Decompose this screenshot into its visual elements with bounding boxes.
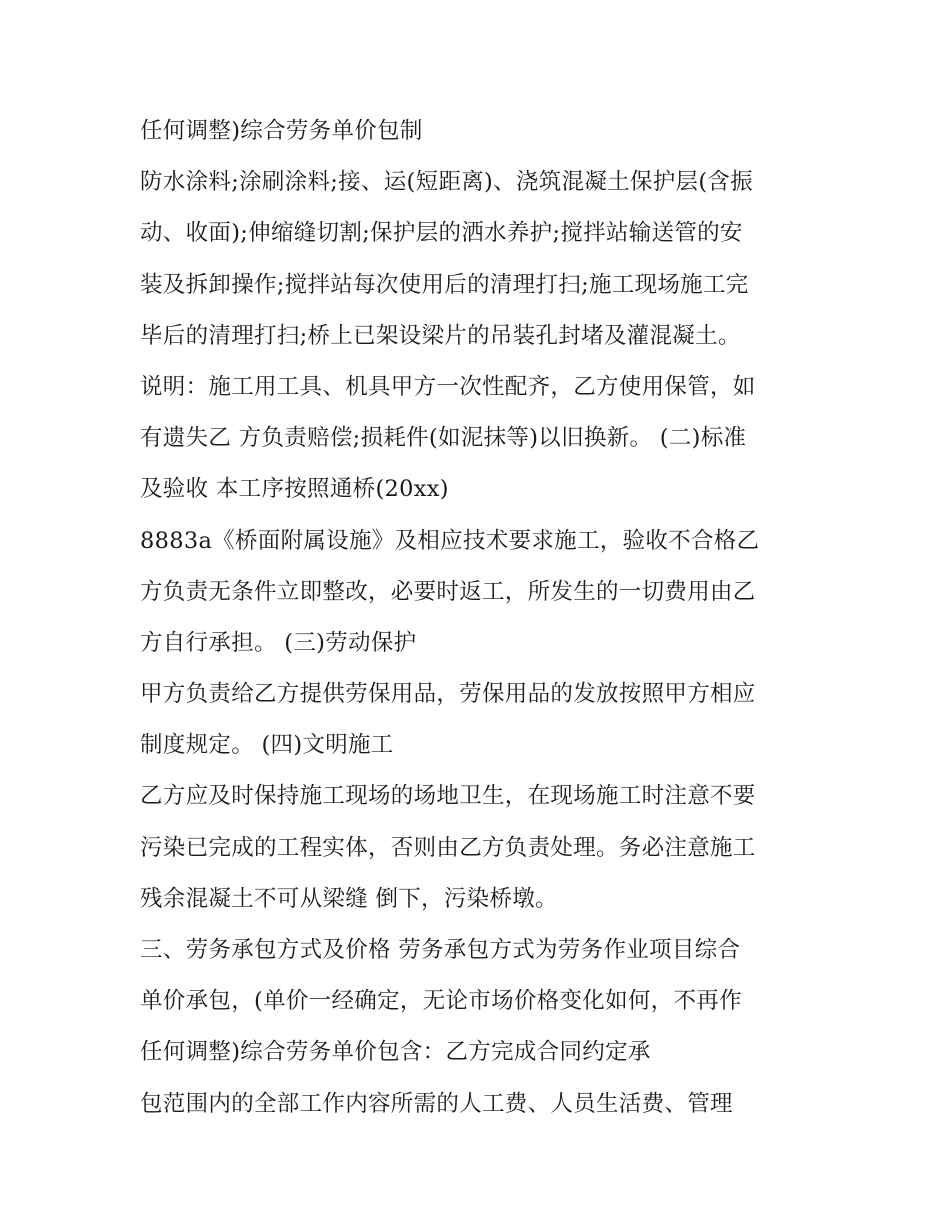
text-line: 有遗失乙 方负责赔偿;损耗件(如泥抹等)以旧换新。 (二)标准	[140, 425, 747, 452]
text-line: 方自行承担。 (三)劳动保护	[140, 629, 417, 656]
text-line: 单价承包，(单价一经确定，无论市场价格变化如何，不再作	[140, 988, 742, 1015]
text-line: 乙方应及时保持施工现场的场地卫生，在现场施工时注意不要	[140, 783, 756, 810]
text-line: 污染已完成的工程实体，否则由乙方负责处理。务必注意施工	[140, 834, 756, 861]
text-line: 方负责无条件立即整改，必要时返工，所发生的一切费用由乙	[140, 578, 756, 605]
text-line: 及验收 本工序按照通桥(20xx)	[140, 476, 449, 503]
text-line: 任何调整)综合劳务单价包含：乙方完成合同约定承	[140, 1039, 651, 1066]
text-line: 毕后的清理打扫;桥上已架设梁片的吊装孔封堵及灌混凝土。	[140, 322, 741, 349]
text-line: 制度规定。 (四)文明施工	[140, 732, 394, 759]
text-line: 动、收面);伸缩缝切割;保护层的洒水养护;搅拌站输送管的安	[140, 220, 743, 247]
text-line: 说明：施工用工具、机具甲方一次性配齐，乙方使用保管，如	[140, 373, 756, 400]
text-line: 任何调整)综合劳务单价包制	[140, 118, 423, 144]
text-line: 甲方负责给乙方提供劳保用品，劳保用品的发放按照甲方相应	[140, 681, 756, 708]
document-body	[140, 106, 820, 1130]
text-line: 8883a《桥面附属设施》及相应技术要求施工，验收不合格乙	[140, 527, 760, 554]
text-line: 防水涂料;涂刷涂料;接、运(短距离)、浇筑混凝土保护层(含振	[140, 169, 753, 196]
text-line: 三、劳务承包方式及价格 劳务承包方式为劳务作业项目综合	[140, 937, 741, 963]
text-line: 包范围内的全部工作内容所需的人工费、人员生活费、管理	[140, 1090, 733, 1117]
text-line: 装及拆卸操作;搅拌站每次使用后的清理打扫;施工现场施工完	[140, 271, 749, 298]
text-line: 残余混凝土不可从梁缝 倒下，污染桥墩。	[140, 885, 558, 912]
